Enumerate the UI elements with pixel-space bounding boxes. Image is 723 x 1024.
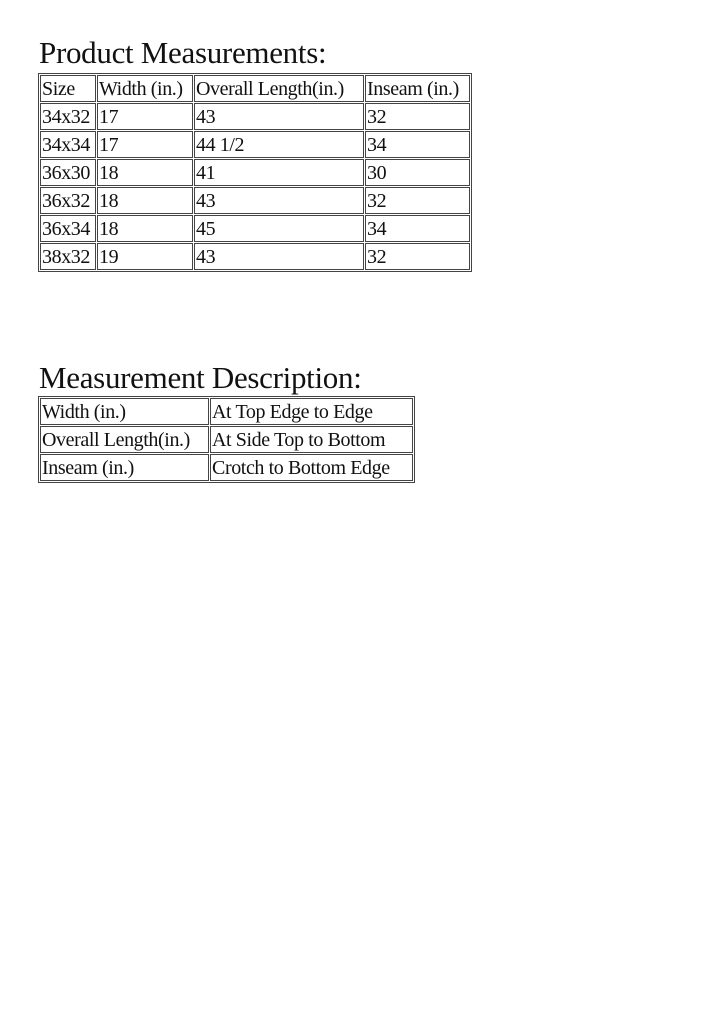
table-row [40, 159, 470, 186]
cell-measurement-description: At Top Edge to Edge [210, 398, 413, 425]
cell-inseam: 32 [365, 187, 470, 214]
cell-overall-length: 44 1/2 [194, 131, 364, 158]
cell-size: 36x34 [40, 215, 96, 242]
cell-inseam: 32 [365, 243, 470, 270]
cell-measurement-description: Crotch to Bottom Edge [210, 454, 413, 481]
header-cell-overall-length: Overall Length(in.) [194, 75, 364, 102]
cell-inseam: 34 [365, 131, 470, 158]
cell-width: 17 [97, 103, 193, 130]
table-row [40, 215, 470, 242]
cell-measurement-name: Overall Length(in.) [40, 426, 209, 453]
product-measurements-table [38, 73, 472, 272]
table-row [40, 398, 413, 425]
cell-overall-length: 41 [194, 159, 364, 186]
table-row [40, 243, 470, 270]
cell-overall-length: 43 [194, 103, 364, 130]
cell-inseam: 34 [365, 215, 470, 242]
measurement-description-table [38, 396, 415, 483]
cell-size: 34x32 [40, 103, 96, 130]
measurement-description-title: Measurement Description: [39, 360, 362, 395]
header-cell-width: Width (in.) [97, 75, 193, 102]
cell-width: 17 [97, 131, 193, 158]
product-measurements-title: Product Measurements: [39, 35, 327, 70]
cell-width: 19 [97, 243, 193, 270]
cell-inseam: 32 [365, 103, 470, 130]
table-row [40, 426, 413, 453]
cell-measurement-description: At Side Top to Bottom [210, 426, 413, 453]
cell-width: 18 [97, 187, 193, 214]
cell-inseam: 30 [365, 159, 470, 186]
cell-size: 36x32 [40, 187, 96, 214]
table-row [40, 103, 470, 130]
cell-overall-length: 43 [194, 243, 364, 270]
cell-size: 36x30 [40, 159, 96, 186]
cell-width: 18 [97, 215, 193, 242]
cell-width: 18 [97, 159, 193, 186]
table-header-row [40, 75, 470, 102]
table-row [40, 131, 470, 158]
cell-measurement-name: Inseam (in.) [40, 454, 209, 481]
cell-measurement-name: Width (in.) [40, 398, 209, 425]
table-row [40, 454, 413, 481]
header-cell-size: Size [40, 75, 96, 102]
cell-size: 38x32 [40, 243, 96, 270]
cell-overall-length: 45 [194, 215, 364, 242]
header-cell-inseam: Inseam (in.) [365, 75, 470, 102]
cell-overall-length: 43 [194, 187, 364, 214]
table-row [40, 187, 470, 214]
cell-size: 34x34 [40, 131, 96, 158]
